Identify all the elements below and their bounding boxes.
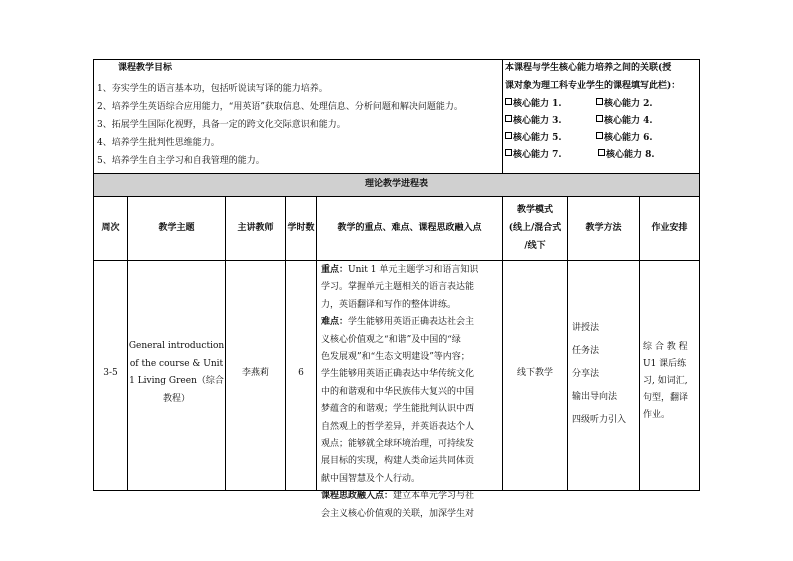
checkbox-icon[interactable] [505,115,512,122]
row-teacher: 李燕莉 [241,368,269,378]
checkbox-icon[interactable] [596,115,603,122]
top-divider [502,59,503,173]
focus-line: 重点：Unit 1 单元主题学习和语言知识 [321,265,479,275]
objective-item: 4、培养学生批判性思维能力。 [97,138,220,148]
competency-item-8[interactable]: 核心能力 8. [598,147,655,164]
header-mode-line3: /线下 [524,241,546,251]
topic-line: General introduction [128,341,225,351]
row-topic [128,338,225,408]
homework-line: U1 课后练 [643,359,687,369]
focus-line: 展目标的实现，构建人类命运共同体贡 [321,456,475,467]
checkbox-icon[interactable] [505,149,512,156]
method-item: 任务法 [572,346,600,356]
focus-line: 学习。掌握单元主题相关的语言表达能 [321,282,475,293]
col-sep [225,196,226,491]
focus-line: 课程思政融入点：建立本单元学习与社 [321,491,475,502]
focus-line: 中的和谐观和中华民族伟大复兴的中国 [321,386,475,397]
competency-item-5[interactable]: 核心能力 5. [505,130,562,147]
homework-line: 习, 如词汇, [643,376,688,386]
objectives-title: 课程教学目标 [118,63,173,73]
focus-line: 观点；能够就全球环境治理，可持续发 [321,439,475,450]
header-method: 教学方法 [585,223,622,233]
method-item: 输出导向法 [572,392,618,402]
method-item: 分享法 [572,369,600,379]
col-sep [316,196,317,491]
competency-item-3[interactable]: 核心能力 3. [505,113,562,130]
objective-item: 1、夯实学生的语言基本功，包括听说读写译的能力培养。 [97,84,328,94]
row-hours: 6 [298,368,304,378]
header-week: 周次 [101,223,120,233]
objective-item: 5、培养学生自主学习和自我管理的能力。 [97,156,265,166]
topic-line: of the course & Unit [129,358,224,369]
header-topic: 教学主题 [158,223,195,233]
focus-line: 色发展观”和“生态文明建设”等内容； [321,352,470,363]
schedule-title: 理论教学进程表 [364,179,428,189]
focus-line: 会主义核心价值观的关联，加深学生对 [321,508,475,519]
method-item: 讲授法 [572,323,600,333]
focus-line: 力，英语翻译和写作的整体讲练。 [321,299,457,310]
col-sep [285,196,286,491]
header-row-bottom-border [93,260,699,261]
checkbox-icon[interactable] [505,98,512,105]
col-sep [639,196,640,491]
row-homework [643,339,697,424]
header-focus: 教学的重点、难点、课程思政融入点 [337,223,482,233]
competency-item-6[interactable]: 核心能力 6. [596,130,653,147]
objective-item: 3、拓展学生国际化视野，具备一定的跨文化交际意识和能力。 [97,120,346,130]
checkbox-icon[interactable] [596,98,603,105]
focus-line: 学生能够用英语正确表达中华传统文化 [321,369,475,380]
checkbox-icon[interactable] [505,132,512,139]
focus-line: 献中国智慧及个人行动。 [321,473,421,484]
schedule-title-bottom-border [93,196,699,197]
homework-line: 句型，翻译 [643,393,689,403]
competency-item-4[interactable]: 核心能力 4. [596,113,653,130]
focus-line: 自然观上的哲学差异，并英语表达个人 [321,421,475,432]
table-right-border [699,59,700,491]
focus-line: 难点：学生能够用英语正确表达社会主 [321,317,475,328]
header-mode-line2: (线上/混合式 [508,223,562,233]
topic-line: 1 Living Green（综合 [129,376,224,386]
checkbox-icon[interactable] [598,149,605,156]
row-week: 3-5 [103,368,118,378]
objective-item: 2、培养学生英语综合应用能力，“用英语”获取信息、处理信息、分析问题和解决问题能力。 [97,102,463,112]
competency-title-line1: 本课程与学生核心能力培养之间的关联(授 [505,63,672,73]
competency-title-line2: 课对象为理工科专业学生的课程填写此栏)： [505,81,681,91]
competency-item-2[interactable]: 核心能力 2. [596,96,653,113]
homework-line: 作业。 [643,410,671,420]
col-sep [567,196,568,491]
header-teacher: 主讲教师 [237,223,274,233]
table-left-border [93,59,94,491]
topic-line: 教程） [162,393,190,404]
checkbox-icon[interactable] [596,132,603,139]
row-mode: 线下教学 [516,368,553,378]
method-item: 四级听力引入 [572,415,627,425]
header-hours: 学时数 [287,223,315,233]
focus-line: 梦蕴含的和谐观；学生能批判认识中西 [321,404,475,415]
homework-line: 综 合 教 程 [643,342,688,352]
row-focus [321,262,499,523]
competency-item-7[interactable]: 核心能力 7. [505,147,562,164]
header-mode-line1: 教学模式 [516,205,553,215]
focus-line: 义核心价值观之“和谐”及中国的“绿 [321,334,461,345]
header-homework: 作业安排 [651,223,688,233]
competency-item-1[interactable]: 核心能力 1. [505,96,562,113]
